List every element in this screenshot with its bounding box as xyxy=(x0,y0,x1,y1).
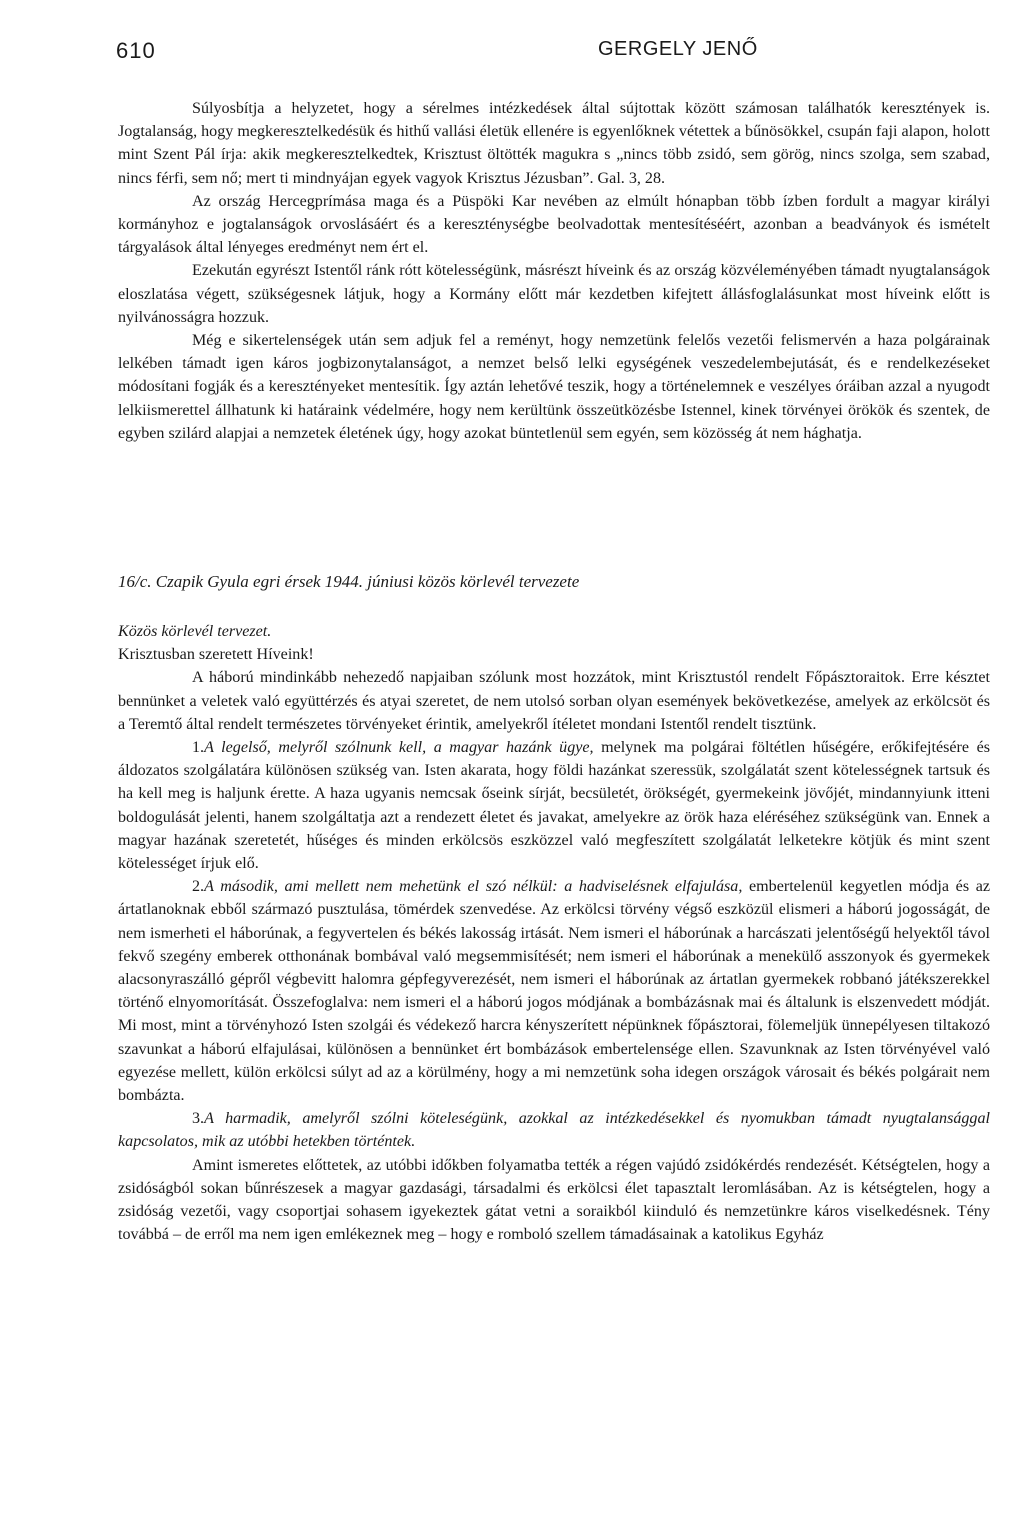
point-heading: A második, ami mellett nem mehetünk el szó nélkül: a hadviselésnek elfajulása, xyxy=(204,878,743,896)
page-number: 610 xyxy=(116,38,156,63)
paragraph: Súlyosbítja a helyzetet, hogy a sérelmes intézkedések által sújtottak között számosan találhatók keresztények is. Jogtalanság, hogy megkeresztelkedésük és hithű vallási életük ellenére is egyenlőknek vétettek a bűnösökkel, csupán faji alapon, holott mint Szent Pál írja: akik megkeresztelkedtek, Krisztust öltötték magukra s „nincs több zsidó, sem görög, nincs szolga, sem szabad, nincs férfi, sem nő; mert ti mindnyájan egyek vagyok Krisztus Jézusban”. Gal. 3, 28. xyxy=(118,100,990,187)
paragraph: Az ország Hercegprímása maga és a Püspöki Kar nevében az elmúlt hónapban több ízben fordult a magyar királyi kormányhoz e jogtalanságok orvoslásáért és a kereszténységbe beolvadottak mentesítéséért, azonban a beadványok és ismételt tárgyalások által lényeges eredményt nem ért el. xyxy=(118,192,990,257)
point-text: embertelenül kegyetlen módja és az ártatlanoknak ebből származó pusztulása, tömérdek szenvedése. Az erkölcsi törvény végső eszközül elismeri a háború jogosságát, de nem ismerheti el háborúnak, a fegyvertelen és békés lakosság irtását. Nem ismeri el háborúnak a harcászati jelentőségű helyektől távol fekvő szegény emberek otthonának bombával való megsemmisítését; nem ismeri el háborúnak a menekülő asszonyok és gyermekek alacsonyraszálló gépről végbevitt halomra gépfegyverezését, nem ismeri el háborúnak az ártatlan gyermekek robbanó játékszerekkel történő elnyomorítását. Összefoglalva: nem ismeri el a háború jogos módjának a bombázásnak mai és általunk is elszenvedett módját. Mi most, mint a törvényhozó Isten szolgái és védekező harcra kényszerített népünknek főpásztorai, fölemeljük ünnepélyesen tiltakozó szavunkat a háború elfajulásai, különösen a bennünket ért bombázások embertelensége ellen. Szavunknak az Isten törvényével való egyezése mellett, külön erkölcsi súlyt ad az a körülmény, hogy a mi nemzetünk soha idegen országok városait és békés polgárait nem bombázta. xyxy=(118,878,990,1105)
point-text: melynek ma polgárai föltétlen hűségére, erőkifejtésére és áldozatos szolgálatára különösen szükség van. Isten akarata, hogy földi hazánkat szeressük, szolgálatát szent kötelességnek tartsuk és ha kell meg is haljunk érette. A haza ugyanis nemcsak őseink sírját, becsületét, örökségét, gyermekeink jövőjét, mindannyiunk itteni boldogulását jelenti, hanem szolgáltatja azt a rendezett életet és javakat, amelyekre az örök haza eléréséhez szükségünk van. Ennek a magyar hazának szeretetét, hűséges és minden erkölcsös eszközzel való megfeszített szolgálatát lelketekre kötjük és mint szent kötelességet írjuk elő. xyxy=(118,739,990,873)
page-header xyxy=(116,38,988,68)
paragraph xyxy=(118,736,990,875)
point-heading: A legelső, melyről szólnunk kell, a magyar hazánk ügye, xyxy=(204,739,594,757)
paragraph: Még e sikertelenségek után sem adjuk fel a reményt, hogy nemzetünk felelős vezetői felismervén a haza polgárainak lelkében támadt igen káros jogbizonytalanságot, a nemzet belső lelki egységének veszedelembejutását, és e rendelkezéseket módosítani fogják és a keresztényeket mentesítik. Így aztán lehetővé teszik, hogy a történelemnek e veszélyes óráiban azzal a nyugodt lelkiismerettel állhatunk ki határaink védelmére, hogy nem kerültünk összeütközésbe Istennel, kinek törvényei örökök és szentek, de egyben szilárd alapjai a nemzetek életének úgy, hogy azokat büntetlenül sem egyén, sem közösség át nem hághatja. xyxy=(118,332,990,442)
point-number: 2. xyxy=(192,878,205,896)
section-1-text xyxy=(118,97,990,445)
paragraph xyxy=(118,875,990,1107)
point-heading: A harmadik, amelyről szólni köteleségünk, azokkal az intézkedésekkel és nyomukban támadt nyugtalansággal kapcsolatos, mik az utóbbi hetekben történtek. xyxy=(118,1110,990,1151)
point-number: 3. xyxy=(192,1110,205,1128)
document-title: 16/c. Czapik Gyula egri érsek 1944. júniusi közös körlevél tervezete xyxy=(118,572,580,591)
document-subtitle: Közös körlevél tervezet. xyxy=(118,623,272,640)
paragraph: Amint ismeretes előttetek, az utóbbi időkben folyamatba tették a régen vajúdó zsidókérdés rendezését. Kétségtelen, hogy a zsidóságból sokan bűnrészesek a magyar gazdasági, társadalmi és erkölcsi élet tapasztalt leromlásában. Az is kétségtelen, hogy a zsidóság vezetői, vagy csoportjai sohasem igyekeztek gátat vetni a soraikból kiinduló és nemzetünkre káros viselkedésnek. Tény továbbá – de erről ma nem igen emlékeznek meg – hogy e romboló szellem támadásainak a katolikus Egyház xyxy=(118,1156,990,1244)
running-head: GERGELY JENŐ xyxy=(598,38,758,60)
section-2-text xyxy=(118,620,990,1246)
salutation: Krisztusban szeretett Híveink! xyxy=(118,646,314,664)
point-number: 1. xyxy=(192,739,205,757)
paragraph: A háború mindinkább nehezedő napjaiban szólunk most hozzátok, mint Krisztustól rendelt Főpásztoraitok. Erre késztet bennünket a veletek való együttérzés és atyai szeretet, de nem utolsó sorban olyan események bekövetkezése, amelyek az erkölcsöt és a Teremtő által rendelt természetes törvényeket érintik, amelyekről ítéletet mondani Istentől rendelt tisztünk. xyxy=(118,669,990,733)
paragraph: Ezekután egyrészt Istentől ránk rótt kötelességünk, másrészt híveink és az ország közvéleményében támadt nyugtalanságok eloszlatása végett, szükségesnek látjuk, hogy a Kormány előtt már kezdetben kifejtett állásfoglalásunkat most híveink előtt is nyilvánosságra hozzuk. xyxy=(118,262,990,326)
paragraph xyxy=(118,1107,990,1153)
